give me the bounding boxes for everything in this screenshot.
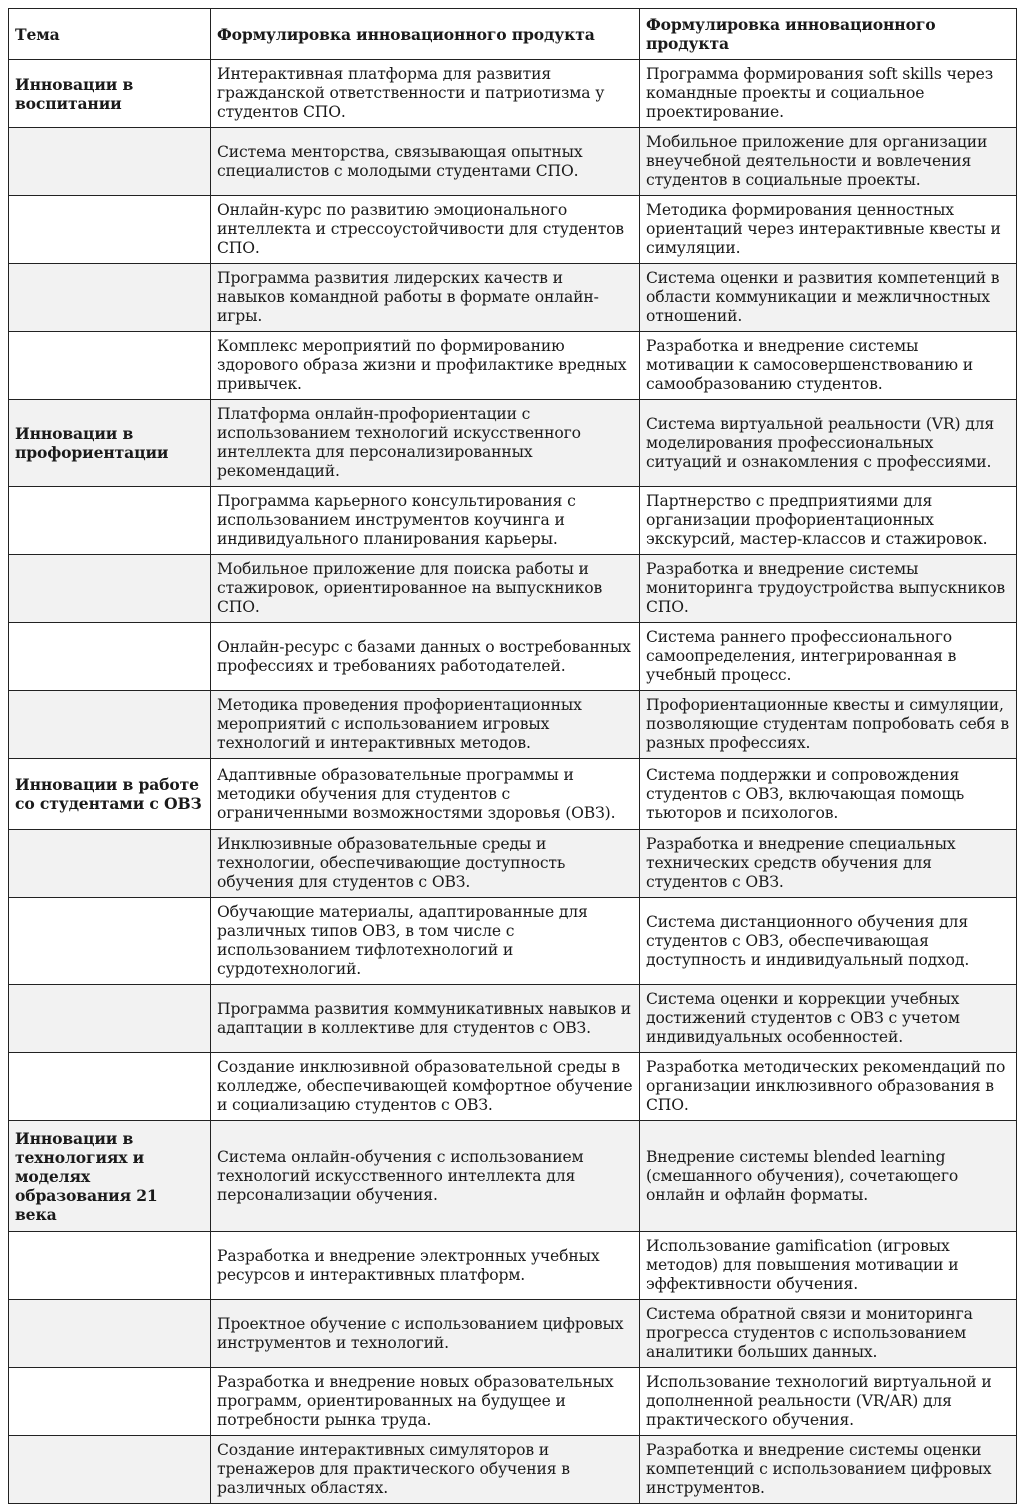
table-row (9, 1300, 1017, 1368)
product-a-cell: Онлайн-курс по развитию эмоционального интеллекта и стрессоустойчивости для студентов СПО. (211, 196, 640, 264)
table-row (9, 128, 1017, 196)
product-a-cell: Обучающие материалы, адаптированные для различных типов ОВЗ, в том числе с использованием тифлотехнологий и сурдотехнологий. (211, 898, 640, 985)
topic-cell (9, 487, 211, 555)
innovation-products-table-container (8, 8, 1017, 1504)
topic-cell (9, 985, 211, 1053)
product-a-cell: Комплекс мероприятий по формированию здорового образа жизни и профилактике вредных привычек. (211, 332, 640, 400)
table-row (9, 1436, 1017, 1504)
product-a-cell: Проектное обучение с использованием цифровых инструментов и технологий. (211, 1300, 640, 1368)
topic-cell (9, 1368, 211, 1436)
topic-cell: Инновации в воспитании (9, 60, 211, 128)
table-row (9, 898, 1017, 985)
product-b-cell: Внедрение системы blended learning (смешанного обучения), сочетающего онлайн и офлайн форматы. (640, 1121, 1017, 1232)
product-b-cell: Использование gamification (игровых методов) для повышения мотивации и эффективности обучения. (640, 1232, 1017, 1300)
product-a-cell: Интерактивная платформа для развития гражданской ответственности и патриотизма у студентов СПО. (211, 60, 640, 128)
topic-cell: Инновации в технологиях и моделях образования 21 века (9, 1121, 211, 1232)
product-b-cell: Разработка и внедрение специальных технических средств обучения для студентов с ОВЗ. (640, 830, 1017, 898)
topic-cell (9, 1300, 211, 1368)
table-row (9, 623, 1017, 691)
product-b-cell: Система оценки и развития компетенций в области коммуникации и межличностных отношений. (640, 264, 1017, 332)
header-product-a: Формулировка инновационного продукта (211, 9, 640, 60)
product-a-cell: Платформа онлайн-профориентации с использованием технологий искусственного интеллекта для персонализированных рекомендаций. (211, 400, 640, 487)
product-a-cell: Система онлайн-обучения с использованием технологий искусственного интеллекта для персонализации обучения. (211, 1121, 640, 1232)
product-b-cell: Мобильное приложение для организации внеучебной деятельности и вовлечения студентов в социальные проекты. (640, 128, 1017, 196)
product-a-cell: Программа карьерного консультирования с использованием инструментов коучинга и индивидуального планирования карьеры. (211, 487, 640, 555)
header-topic: Тема (9, 9, 211, 60)
product-a-cell: Мобильное приложение для поиска работы и стажировок, ориентированное на выпускников СПО. (211, 555, 640, 623)
header-product-b: Формулировка инновационного продукта (640, 9, 1017, 60)
table-row (9, 985, 1017, 1053)
topic-cell (9, 623, 211, 691)
product-a-cell: Онлайн-ресурс с базами данных о востребованных профессиях и требованиях работодателей. (211, 623, 640, 691)
product-a-cell: Методика проведения профориентационных мероприятий с использованием игровых технологий и интерактивных методов. (211, 691, 640, 759)
product-a-cell: Инклюзивные образовательные среды и технологии, обеспечивающие доступность обучения для студентов с ОВЗ. (211, 830, 640, 898)
product-b-cell: Система поддержки и сопровождения студентов с ОВЗ, включающая помощь тьюторов и психологов. (640, 759, 1017, 830)
product-b-cell: Система дистанционного обучения для студентов с ОВЗ, обеспечивающая доступность и индивидуальный подход. (640, 898, 1017, 985)
topic-cell (9, 898, 211, 985)
table-row (9, 196, 1017, 264)
product-b-cell: Разработка и внедрение системы оценки компетенций с использованием цифровых инструментов. (640, 1436, 1017, 1504)
topic-cell (9, 1436, 211, 1504)
topic-cell: Инновации в профориентации (9, 400, 211, 487)
product-b-cell: Система обратной связи и мониторинга прогресса студентов с использованием аналитики больших данных. (640, 1300, 1017, 1368)
topic-cell (9, 555, 211, 623)
product-a-cell: Адаптивные образовательные программы и методики обучения для студентов с ограниченными возможностями здоровья (ОВЗ). (211, 759, 640, 830)
table-row (9, 691, 1017, 759)
innovation-products-table (8, 8, 1017, 1504)
table-row (9, 264, 1017, 332)
topic-cell (9, 1232, 211, 1300)
product-b-cell: Система раннего профессионального самоопределения, интегрированная в учебный процесс. (640, 623, 1017, 691)
table-header-row (9, 9, 1017, 60)
product-b-cell: Разработка методических рекомендаций по организации инклюзивного образования в СПО. (640, 1053, 1017, 1121)
product-b-cell: Профориентационные квесты и симуляции, позволяющие студентам попробовать себя в разных профессиях. (640, 691, 1017, 759)
topic-cell (9, 264, 211, 332)
table-row (9, 555, 1017, 623)
table-row (9, 1232, 1017, 1300)
table-row (9, 1368, 1017, 1436)
table-row (9, 332, 1017, 400)
product-a-cell: Создание интерактивных симуляторов и тренажеров для практического обучения в различных областях. (211, 1436, 640, 1504)
topic-cell (9, 830, 211, 898)
product-b-cell: Система оценки и коррекции учебных достижений студентов с ОВЗ с учетом индивидуальных особенностей. (640, 985, 1017, 1053)
product-b-cell: Программа формирования soft skills через командные проекты и социальное проектирование. (640, 60, 1017, 128)
topic-cell: Инновации в работе со студентами с ОВЗ (9, 759, 211, 830)
product-a-cell: Программа развития лидерских качеств и навыков командной работы в формате онлайн-игры. (211, 264, 640, 332)
table-row (9, 830, 1017, 898)
topic-cell (9, 691, 211, 759)
topic-cell (9, 332, 211, 400)
product-a-cell: Система менторства, связывающая опытных специалистов с молодыми студентами СПО. (211, 128, 640, 196)
product-b-cell: Использование технологий виртуальной и дополненной реальности (VR/AR) для практического обучения. (640, 1368, 1017, 1436)
product-b-cell: Разработка и внедрение системы мониторинга трудоустройства выпускников СПО. (640, 555, 1017, 623)
topic-cell (9, 1053, 211, 1121)
table-row (9, 487, 1017, 555)
table-row (9, 1053, 1017, 1121)
product-b-cell: Партнерство с предприятиями для организации профориентационных экскурсий, мастер-классов и стажировок. (640, 487, 1017, 555)
product-a-cell: Разработка и внедрение электронных учебных ресурсов и интерактивных платформ. (211, 1232, 640, 1300)
table-row (9, 1121, 1017, 1232)
table-row (9, 759, 1017, 830)
table-row (9, 60, 1017, 128)
product-a-cell: Разработка и внедрение новых образовательных программ, ориентированных на будущее и потребности рынка труда. (211, 1368, 640, 1436)
product-b-cell: Система виртуальной реальности (VR) для моделирования профессиональных ситуаций и ознакомления с профессиями. (640, 400, 1017, 487)
product-b-cell: Методика формирования ценностных ориентаций через интерактивные квесты и симуляции. (640, 196, 1017, 264)
product-a-cell: Создание инклюзивной образовательной среды в колледже, обеспечивающей комфортное обучение и социализацию студентов с ОВЗ. (211, 1053, 640, 1121)
topic-cell (9, 196, 211, 264)
table-row (9, 400, 1017, 487)
topic-cell (9, 128, 211, 196)
product-b-cell: Разработка и внедрение системы мотивации к самосовершенствованию и самообразованию студентов. (640, 332, 1017, 400)
product-a-cell: Программа развития коммуникативных навыков и адаптации в коллективе для студентов с ОВЗ. (211, 985, 640, 1053)
